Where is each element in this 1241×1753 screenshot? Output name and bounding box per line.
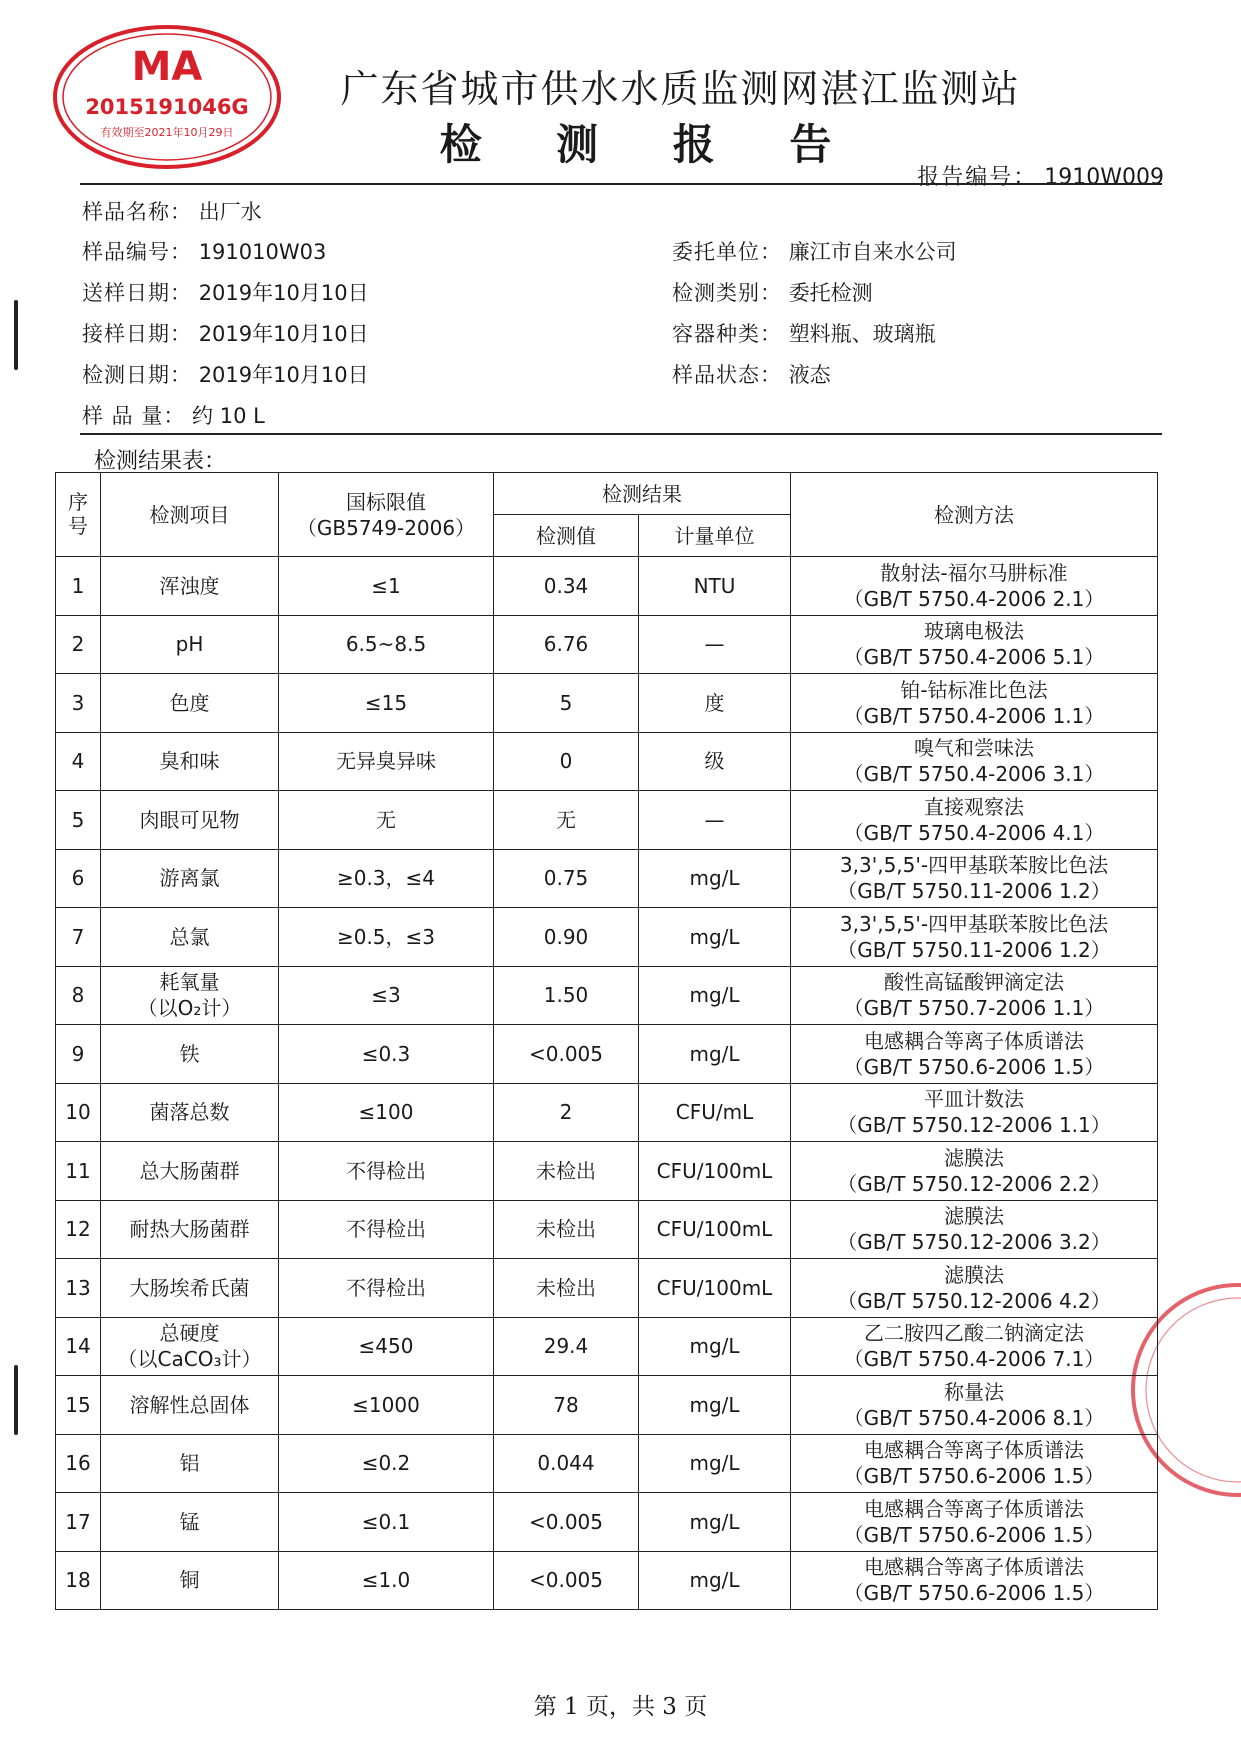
item-name: 锰	[179, 1509, 200, 1534]
cell-seq: 17	[56, 1493, 101, 1552]
cell-unit: mg/L	[639, 1551, 791, 1610]
item-name: 耐热大肠菌群	[129, 1217, 250, 1242]
table-row	[56, 1083, 1158, 1142]
item-name: 耗氧量	[159, 970, 220, 995]
method-name: 散射法-福尔马肼标准	[880, 560, 1068, 585]
table-row	[56, 674, 1158, 733]
cell-seq: 9	[56, 1025, 101, 1084]
cell-method	[791, 557, 1158, 616]
info-sample-qty: 样 品 量： 约 10 L	[82, 404, 265, 428]
method-name: 嗅气和尝味法	[914, 736, 1034, 761]
table-row	[56, 849, 1158, 908]
cell-value: 未检出	[494, 1259, 639, 1318]
cell-value: <0.005	[494, 1025, 639, 1084]
method-standard-code: （GB/T 5750.4-2006 4.1）	[843, 820, 1105, 845]
info-container: 容器种类： 塑料瓶、玻璃瓶	[672, 322, 936, 346]
cell-seq: 5	[56, 791, 101, 850]
method-standard-code: （GB/T 5750.4-2006 2.1）	[843, 586, 1105, 611]
method-standard-code: （GB/T 5750.12-2006 3.2）	[837, 1230, 1111, 1255]
info-test-type: 检测类别： 委托检测	[672, 281, 873, 305]
method-name: 直接观察法	[924, 794, 1024, 819]
table-row	[56, 1259, 1158, 1318]
info-sample-name: 样品名称： 出厂水	[82, 200, 262, 224]
cell-value: 6.76	[494, 615, 639, 674]
header-value: 检测值	[494, 515, 639, 557]
cell-method	[791, 966, 1158, 1025]
results-table	[55, 472, 1158, 1610]
cell-limit: ≤0.3	[279, 1025, 494, 1084]
method-standard-code: （GB/T 5750.12-2006 2.2）	[837, 1171, 1111, 1196]
cell-seq: 10	[56, 1083, 101, 1142]
cell-seq: 8	[56, 966, 101, 1025]
info-sample-no: 样品编号： 191010W03	[82, 240, 327, 264]
cell-value: 0.34	[494, 557, 639, 616]
cell-method	[791, 732, 1158, 791]
item-name: 浑浊度	[159, 573, 220, 598]
table-row	[56, 1025, 1158, 1084]
cell-item	[101, 732, 279, 791]
cell-seq: 1	[56, 557, 101, 616]
item-name: 游离氯	[159, 866, 220, 891]
method-standard-code: （GB/T 5750.4-2006 5.1）	[843, 645, 1105, 670]
cell-unit: mg/L	[639, 849, 791, 908]
cell-item	[101, 908, 279, 967]
cell-value: 未检出	[494, 1142, 639, 1201]
info-send-date: 送样日期： 2019年10月10日	[82, 281, 369, 305]
cell-value: 5	[494, 674, 639, 733]
cell-seq: 3	[56, 674, 101, 733]
cell-item	[101, 1025, 279, 1084]
info-state: 样品状态： 液态	[672, 363, 831, 387]
cell-limit: ≤15	[279, 674, 494, 733]
cell-limit: ≤1.0	[279, 1551, 494, 1610]
method-name: 铂-钴标准比色法	[900, 677, 1048, 702]
stamp-validity: 有效期至2021年10月29日	[100, 126, 234, 139]
item-name: 铝	[179, 1451, 200, 1476]
header-rule	[80, 183, 1162, 185]
cell-limit: ≤1000	[279, 1376, 494, 1435]
cell-limit: ≤450	[279, 1317, 494, 1376]
cell-unit: mg/L	[639, 908, 791, 967]
cell-unit: mg/L	[639, 966, 791, 1025]
method-name: 电感耦合等离子体质谱法	[864, 1438, 1084, 1463]
item-note: （以O₂计）	[137, 996, 242, 1021]
method-name: 滤膜法	[944, 1204, 1004, 1229]
cell-item	[101, 674, 279, 733]
cell-unit: mg/L	[639, 1376, 791, 1435]
cell-item	[101, 1083, 279, 1142]
table-row	[56, 1200, 1158, 1259]
cell-seq: 14	[56, 1317, 101, 1376]
cell-seq: 13	[56, 1259, 101, 1318]
cell-limit: ≤0.1	[279, 1493, 494, 1552]
info-client: 委托单位： 廉江市自来水公司	[672, 240, 957, 264]
item-name: 菌落总数	[149, 1100, 230, 1125]
cell-value: <0.005	[494, 1551, 639, 1610]
cell-method	[791, 791, 1158, 850]
cell-method	[791, 1376, 1158, 1435]
cell-value: <0.005	[494, 1493, 639, 1552]
cell-method	[791, 849, 1158, 908]
method-standard-code: （GB/T 5750.4-2006 8.1）	[843, 1405, 1105, 1430]
cell-value: 78	[494, 1376, 639, 1435]
cell-unit: mg/L	[639, 1025, 791, 1084]
cell-item	[101, 1376, 279, 1435]
info-test-date: 检测日期： 2019年10月10日	[82, 363, 369, 387]
table-row	[56, 1551, 1158, 1610]
cell-item	[101, 615, 279, 674]
method-standard-code: （GB/T 5750.4-2006 7.1）	[843, 1347, 1105, 1372]
table-caption: 检测结果表：	[94, 449, 227, 474]
cell-unit: mg/L	[639, 1493, 791, 1552]
cell-limit: ≥0.3，≤4	[279, 849, 494, 908]
table-row	[56, 732, 1158, 791]
cell-method	[791, 908, 1158, 967]
info-rule	[80, 433, 1162, 435]
item-name: 铁	[179, 1041, 200, 1066]
header-result: 检测结果	[494, 473, 791, 515]
cell-unit: NTU	[639, 557, 791, 616]
cell-limit: 无	[279, 791, 494, 850]
method-name: 滤膜法	[944, 1145, 1004, 1170]
method-name: 乙二胺四乙酸二钠滴定法	[864, 1321, 1084, 1346]
cell-method	[791, 1551, 1158, 1610]
table-row	[56, 1493, 1158, 1552]
cell-value: 无	[494, 791, 639, 850]
method-name: 电感耦合等离子体质谱法	[864, 1555, 1084, 1580]
org-name: 广东省城市供水水质监测网湛江监测站	[340, 67, 1021, 111]
cell-limit: ≤1	[279, 557, 494, 616]
cell-method	[791, 1434, 1158, 1493]
cell-value: 0.90	[494, 908, 639, 967]
cell-value: 29.4	[494, 1317, 639, 1376]
item-name: 溶解性总固体	[129, 1392, 250, 1417]
header-method: 检测方法	[791, 473, 1158, 557]
cell-item	[101, 1434, 279, 1493]
method-name: 3,3',5,5'-四甲基联苯胺比色法	[839, 911, 1109, 936]
cell-limit: ≥0.5，≤3	[279, 908, 494, 967]
cell-seq: 2	[56, 615, 101, 674]
method-name: 电感耦合等离子体质谱法	[864, 1028, 1084, 1053]
cell-item	[101, 1317, 279, 1376]
method-standard-code: （GB/T 5750.6-2006 1.5）	[843, 1054, 1105, 1079]
table-row	[56, 1317, 1158, 1376]
doc-title: 检 测 报 告	[439, 120, 862, 169]
cell-item	[101, 849, 279, 908]
cell-seq: 18	[56, 1551, 101, 1610]
table-row	[56, 615, 1158, 674]
binder-mark	[14, 1365, 18, 1435]
cell-seq: 16	[56, 1434, 101, 1493]
item-name: pH	[175, 632, 204, 657]
method-standard-code: （GB/T 5750.11-2006 1.2）	[837, 879, 1111, 904]
table-row	[56, 966, 1158, 1025]
stamp-logo-text: MA	[131, 44, 203, 90]
cell-seq: 15	[56, 1376, 101, 1435]
table-row	[56, 791, 1158, 850]
cell-value: 0.044	[494, 1434, 639, 1493]
cell-method	[791, 1317, 1158, 1376]
cell-limit: 不得检出	[279, 1259, 494, 1318]
table-row	[56, 1434, 1158, 1493]
cell-value: 0.75	[494, 849, 639, 908]
method-name: 酸性高锰酸钾滴定法	[884, 970, 1064, 995]
cell-unit: CFU/100mL	[639, 1142, 791, 1201]
cell-limit: ≤0.2	[279, 1434, 494, 1493]
cell-seq: 12	[56, 1200, 101, 1259]
cell-seq: 4	[56, 732, 101, 791]
method-standard-code: （GB/T 5750.12-2006 4.2）	[837, 1288, 1111, 1313]
cell-value: 0	[494, 732, 639, 791]
cell-method	[791, 674, 1158, 733]
stamp-cert-no: 2015191046G	[85, 95, 249, 119]
header-item: 检测项目	[101, 473, 279, 557]
cell-limit: 不得检出	[279, 1142, 494, 1201]
cell-limit: ≤3	[279, 966, 494, 1025]
method-standard-code: （GB/T 5750.7-2006 1.1）	[843, 996, 1105, 1021]
item-name: 色度	[169, 690, 210, 715]
cell-unit: 级	[639, 732, 791, 791]
cell-unit: CFU/100mL	[639, 1200, 791, 1259]
cell-item	[101, 791, 279, 850]
page-number: 第 1 页，共 3 页	[533, 1694, 708, 1720]
header-limit: 国标限值 （GB5749-2006）	[279, 473, 494, 557]
method-standard-code: （GB/T 5750.4-2006 1.1）	[843, 703, 1105, 728]
cell-value: 未检出	[494, 1200, 639, 1259]
item-name: 臭和味	[159, 749, 220, 774]
method-standard-code: （GB/T 5750.6-2006 1.5）	[843, 1581, 1105, 1606]
method-name: 电感耦合等离子体质谱法	[864, 1496, 1084, 1521]
method-standard-code: （GB/T 5750.6-2006 1.5）	[843, 1522, 1105, 1547]
binder-mark	[14, 300, 18, 370]
method-standard-code: （GB/T 5750.12-2006 1.1）	[837, 1113, 1111, 1138]
item-name: 大肠埃希氏菌	[129, 1275, 250, 1300]
method-name: 平皿计数法	[924, 1087, 1024, 1112]
cell-limit: ≤100	[279, 1083, 494, 1142]
item-note: （以CaCO₃计）	[117, 1347, 262, 1372]
cell-limit: 不得检出	[279, 1200, 494, 1259]
item-name: 铜	[179, 1568, 200, 1593]
item-name: 总大肠菌群	[139, 1158, 240, 1183]
header-unit: 计量单位	[639, 515, 791, 557]
cell-unit: mg/L	[639, 1434, 791, 1493]
method-name: 玻璃电极法	[924, 619, 1024, 644]
cell-method	[791, 1025, 1158, 1084]
method-standard-code: （GB/T 5750.4-2006 3.1）	[843, 762, 1105, 787]
header-seq: 序号	[56, 473, 101, 557]
cell-limit: 无异臭异味	[279, 732, 494, 791]
cell-item	[101, 557, 279, 616]
cell-item	[101, 966, 279, 1025]
cell-seq: 6	[56, 849, 101, 908]
method-name: 3,3',5,5'-四甲基联苯胺比色法	[839, 853, 1109, 878]
cell-item	[101, 1551, 279, 1610]
item-name: 总硬度	[159, 1321, 220, 1346]
report-number-value: 1910W009	[1044, 165, 1164, 190]
cell-limit: 6.5~8.5	[279, 615, 494, 674]
item-name: 肉眼可见物	[139, 807, 240, 832]
cell-seq: 11	[56, 1142, 101, 1201]
cell-method	[791, 615, 1158, 674]
cell-unit: CFU/mL	[639, 1083, 791, 1142]
table-row	[56, 1142, 1158, 1201]
report-number-label: 报告编号：	[917, 165, 1038, 190]
method-standard-code: （GB/T 5750.6-2006 1.5）	[843, 1464, 1105, 1489]
cell-method	[791, 1200, 1158, 1259]
method-name: 滤膜法	[944, 1262, 1004, 1287]
cell-item	[101, 1200, 279, 1259]
cell-method	[791, 1083, 1158, 1142]
info-receive-date: 接样日期： 2019年10月10日	[82, 322, 369, 346]
cell-unit: —	[639, 791, 791, 850]
table-row	[56, 1376, 1158, 1435]
cell-item	[101, 1142, 279, 1201]
cell-item	[101, 1493, 279, 1552]
cell-method	[791, 1259, 1158, 1318]
table-row	[56, 557, 1158, 616]
method-standard-code: （GB/T 5750.11-2006 1.2）	[837, 937, 1111, 962]
cell-value: 1.50	[494, 966, 639, 1025]
cell-method	[791, 1142, 1158, 1201]
cell-unit: CFU/100mL	[639, 1259, 791, 1318]
cell-unit: 度	[639, 674, 791, 733]
cell-value: 2	[494, 1083, 639, 1142]
cell-unit: —	[639, 615, 791, 674]
cell-seq: 7	[56, 908, 101, 967]
cell-method	[791, 1493, 1158, 1552]
method-name: 称量法	[944, 1379, 1004, 1404]
cell-item	[101, 1259, 279, 1318]
cell-unit: mg/L	[639, 1317, 791, 1376]
table-row	[56, 908, 1158, 967]
report-number	[917, 160, 1164, 191]
item-name: 总氯	[169, 924, 210, 949]
